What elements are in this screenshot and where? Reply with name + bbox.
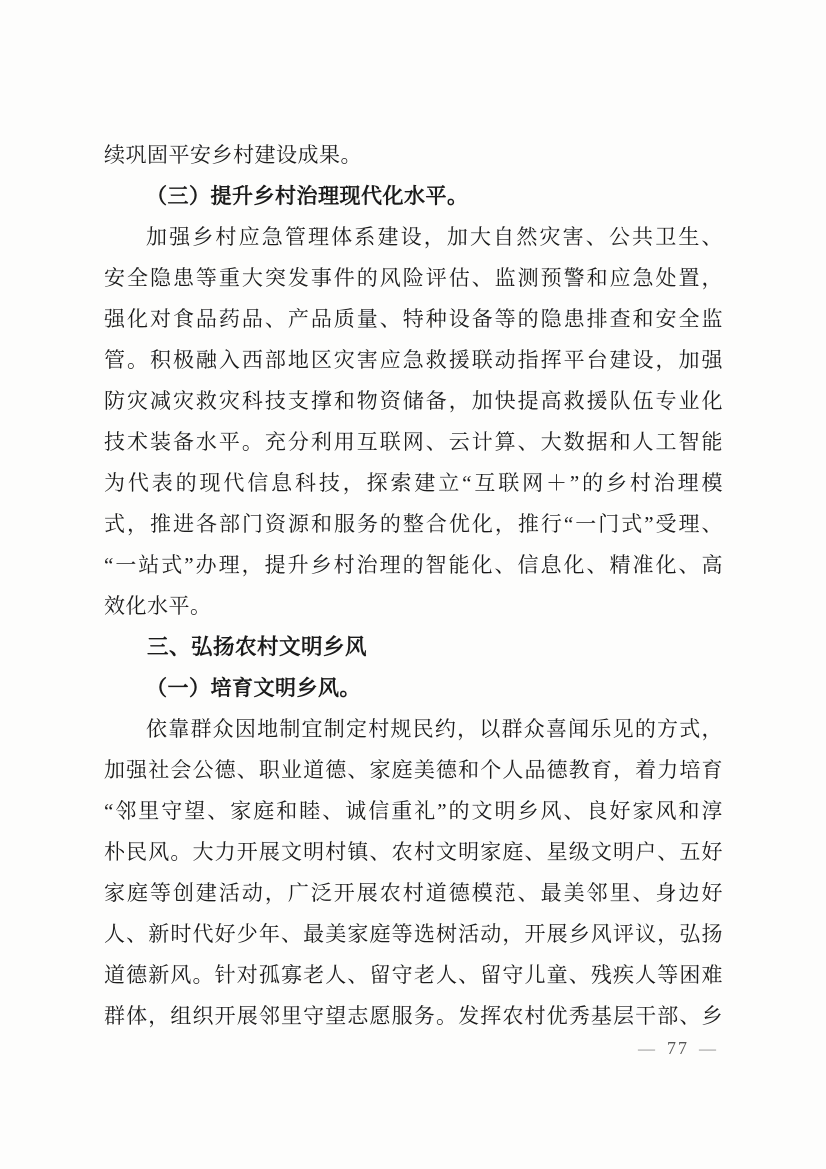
section-heading-3: 三、弘扬农村文明乡风 xyxy=(147,635,368,659)
continuation-line: 续巩固平安乡村建设成果。 xyxy=(104,143,362,167)
paragraph-line: 效化水平。 xyxy=(104,594,212,618)
paragraph-line: 式，推进各部门资源和服务的整合优化，推行“一门式”受理、 xyxy=(104,512,723,536)
paragraph-line: 安全隐患等重大突发事件的风险评估、监测预警和应急处置， xyxy=(104,266,723,290)
paragraph-line: “一站式”办理，提升乡村治理的智能化、信息化、精准化、高 xyxy=(104,553,723,577)
paragraph-line: 人、新时代好少年、最美家庭等选树活动，开展乡风评议，弘扬 xyxy=(104,922,723,946)
subsection-heading-item3: （三）提升乡村治理现代化水平。 xyxy=(146,184,469,208)
paragraph-line: 依靠群众因地制宜制定村规民约，以群众喜闻乐见的方式， xyxy=(146,717,723,741)
page-number-footer xyxy=(638,1038,718,1059)
paragraph-line: 防灾减灾救灾科技支撑和物资储备，加快提高救援队伍专业化 xyxy=(104,389,723,413)
subsection-heading-item1: （一）培育文明乡风。 xyxy=(146,676,361,700)
paragraph-line: “邻里守望、家庭和睦、诚信重礼”的文明乡风、良好家风和淳 xyxy=(104,799,723,823)
footer-left-dash: — xyxy=(638,1038,657,1058)
paragraph-line: 道德新风。针对孤寡老人、留守老人、留守儿童、残疾人等困难 xyxy=(104,963,723,987)
paragraph-line: 为代表的现代信息科技，探索建立“互联网＋”的乡村治理模 xyxy=(104,471,723,495)
paragraph-line: 管。积极融入西部地区灾害应急救援联动指挥平台建设，加强 xyxy=(104,348,723,372)
paragraph-line: 强化对食品药品、产品质量、特种设备等的隐患排查和安全监 xyxy=(104,307,723,331)
paragraph-line: 技术装备水平。充分利用互联网、云计算、大数据和人工智能 xyxy=(104,430,723,454)
body-text-block xyxy=(104,135,723,1037)
footer-right-dash: — xyxy=(699,1038,718,1058)
paragraph-line: 群体，组织开展邻里守望志愿服务。发挥农村优秀基层干部、乡 xyxy=(104,1004,723,1028)
paragraph-line: 家庭等创建活动，广泛开展农村道德模范、最美邻里、身边好 xyxy=(104,881,723,905)
paragraph-line: 朴民风。大力开展文明村镇、农村文明家庭、星级文明户、五好 xyxy=(104,840,723,864)
paragraph-line: 加强社会公德、职业道德、家庭美德和个人品德教育，着力培育 xyxy=(104,758,723,782)
paragraph-line: 加强乡村应急管理体系建设，加大自然灾害、公共卫生、 xyxy=(146,225,723,249)
page-number: 77 xyxy=(667,1038,689,1058)
